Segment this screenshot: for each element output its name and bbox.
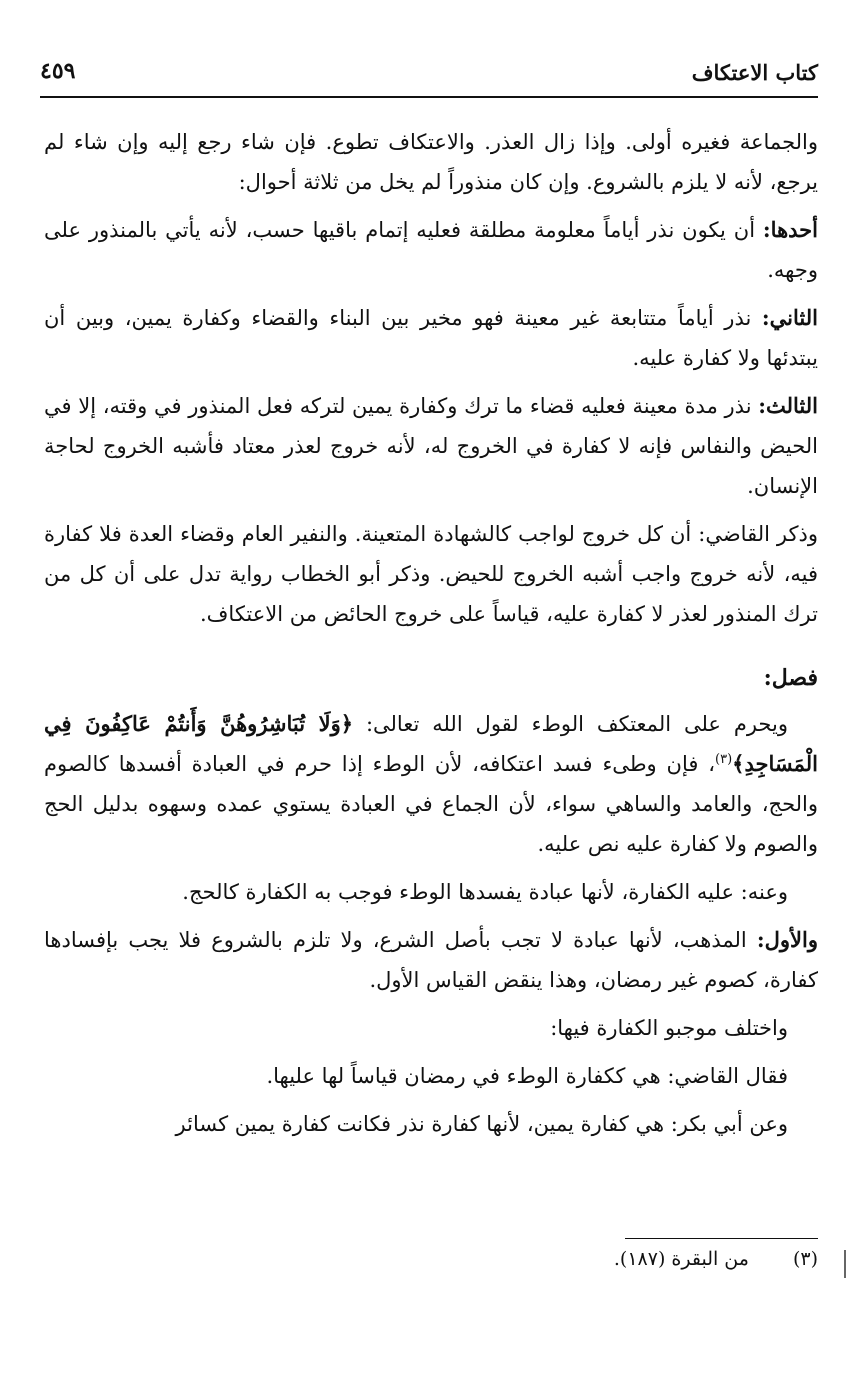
page-number: ٤٥٩ — [40, 58, 76, 84]
case-label: الثاني: — [761, 305, 818, 330]
header-rule — [40, 96, 818, 98]
paragraph-text: ، فإن وطىء فسد اعتكافه، لأن الوطء إذا حرم في العبادة أفسدها كالصوم والحج، والعامد والساهي سواء، لأن الجماع في العبادة يستوي عمده وسهوه بدليل الحج والصوم ولا كفارة عليه نص عليه. — [44, 752, 818, 856]
case-label: الثالث: — [758, 393, 818, 418]
main-text — [44, 122, 818, 1152]
running-title: كتاب الاعتكاف — [691, 60, 818, 85]
case-label: والأول: — [756, 927, 818, 952]
paragraph-madhhab — [44, 920, 818, 1000]
paragraph-text: وعنه: عليه الكفارة، لأنها عبادة يفسدها الوطء فوجب به الكفارة كالحج. — [182, 880, 788, 904]
paragraph-text: واختلف موجبو الكفارة فيها: — [550, 1016, 788, 1040]
paragraph-qadi — [44, 514, 818, 634]
paragraph-case-two — [44, 298, 818, 378]
paragraph-text: فقال القاضي: هي ككفارة الوطء في رمضان قياساً لها عليها. — [266, 1064, 788, 1088]
footnote — [560, 1248, 818, 1270]
footnote-number: (٣) — [792, 1248, 818, 1270]
page-header — [40, 52, 818, 92]
paragraph-prohibition — [44, 704, 818, 864]
section-heading: فصل: — [763, 665, 818, 691]
paragraph-abu-bakr — [44, 1104, 818, 1144]
footnote-ref: (٣) — [715, 752, 733, 767]
footnote-text: من البقرة (١٨٧). — [613, 1248, 749, 1270]
paragraph-case-three — [44, 386, 818, 506]
case-label: أحدها: — [762, 217, 818, 242]
paragraph-qadi-kaffara — [44, 1056, 818, 1096]
quran-verse: ﴿وَلَا تُبَاشِرُوهُنَّ وَأَنتُمْ عَاكِفُونَ فِي الْمَسَاجِدِ﴾ — [44, 711, 818, 776]
paragraph-text: ويحرم على المعتكف الوطء لقول الله تعالى: — [353, 712, 788, 736]
paragraph-case-one — [44, 210, 818, 290]
paragraph-text: أن يكون نذر أياماً معلومة مطلقة فعليه إتمام باقيها حسب، لأنه يأتي بالمنذور على وجهه. — [44, 218, 818, 282]
paragraph-text: والجماعة فغيره أولى. وإذا زال العذر. والاعتكاف تطوع. فإن شاء رجع إليه وإن شاء لم يرجع، لأنه لا يلزم بالشروع. وإن كان منذوراً لم يخل من ثلاثة أحوال: — [44, 130, 818, 194]
paragraph-disagreement — [44, 1008, 818, 1048]
paragraph-text: نذر أياماً متتابعة غير معينة فهو مخير بين البناء والقضاء وكفارة يمين، وبين أن يبتدئها ولا كفارة عليه. — [44, 306, 818, 370]
paragraph-text: المذهب، لأنها عبادة لا تجب بأصل الشرع، ولا تلزم بالشروع فلا يجب بإفسادها كفارة، كصوم غير رمضان، وهذا ينقض القياس الأول. — [44, 928, 818, 992]
paragraph-text: وعن أبي بكر: هي كفارة يمين، لأنها كفارة نذر فكانت كفارة يمين كسائر — [175, 1112, 788, 1136]
paragraph-text: وذكر القاضي: أن كل خروج لواجب كالشهادة المتعينة. والنفير العام وقضاء العدة فلا كفارة فيه، لأنه خروج واجب أشبه الخروج للحيض. وذكر أبو الخطاب رواية تدل على أن كل من ترك المنذور لعذر لا كفارة عليه، قياساً على خروج الحائض من الاعتكاف. — [44, 522, 818, 626]
paragraph-riwaya — [44, 872, 818, 912]
paragraph-intro — [44, 122, 818, 202]
paragraph-text: نذر مدة معينة فعليه قضاء ما ترك وكفارة يمين لتركه فعل المنذور في وقته، إلا في الحيض والنفاس فإنه لا كفارة في الخروج له، لأنه خروج لعذر معتاد فأشبه الخروج لحاجة الإنسان. — [44, 394, 818, 498]
footnote-rule — [625, 1238, 818, 1239]
margin-mark — [844, 1250, 846, 1278]
